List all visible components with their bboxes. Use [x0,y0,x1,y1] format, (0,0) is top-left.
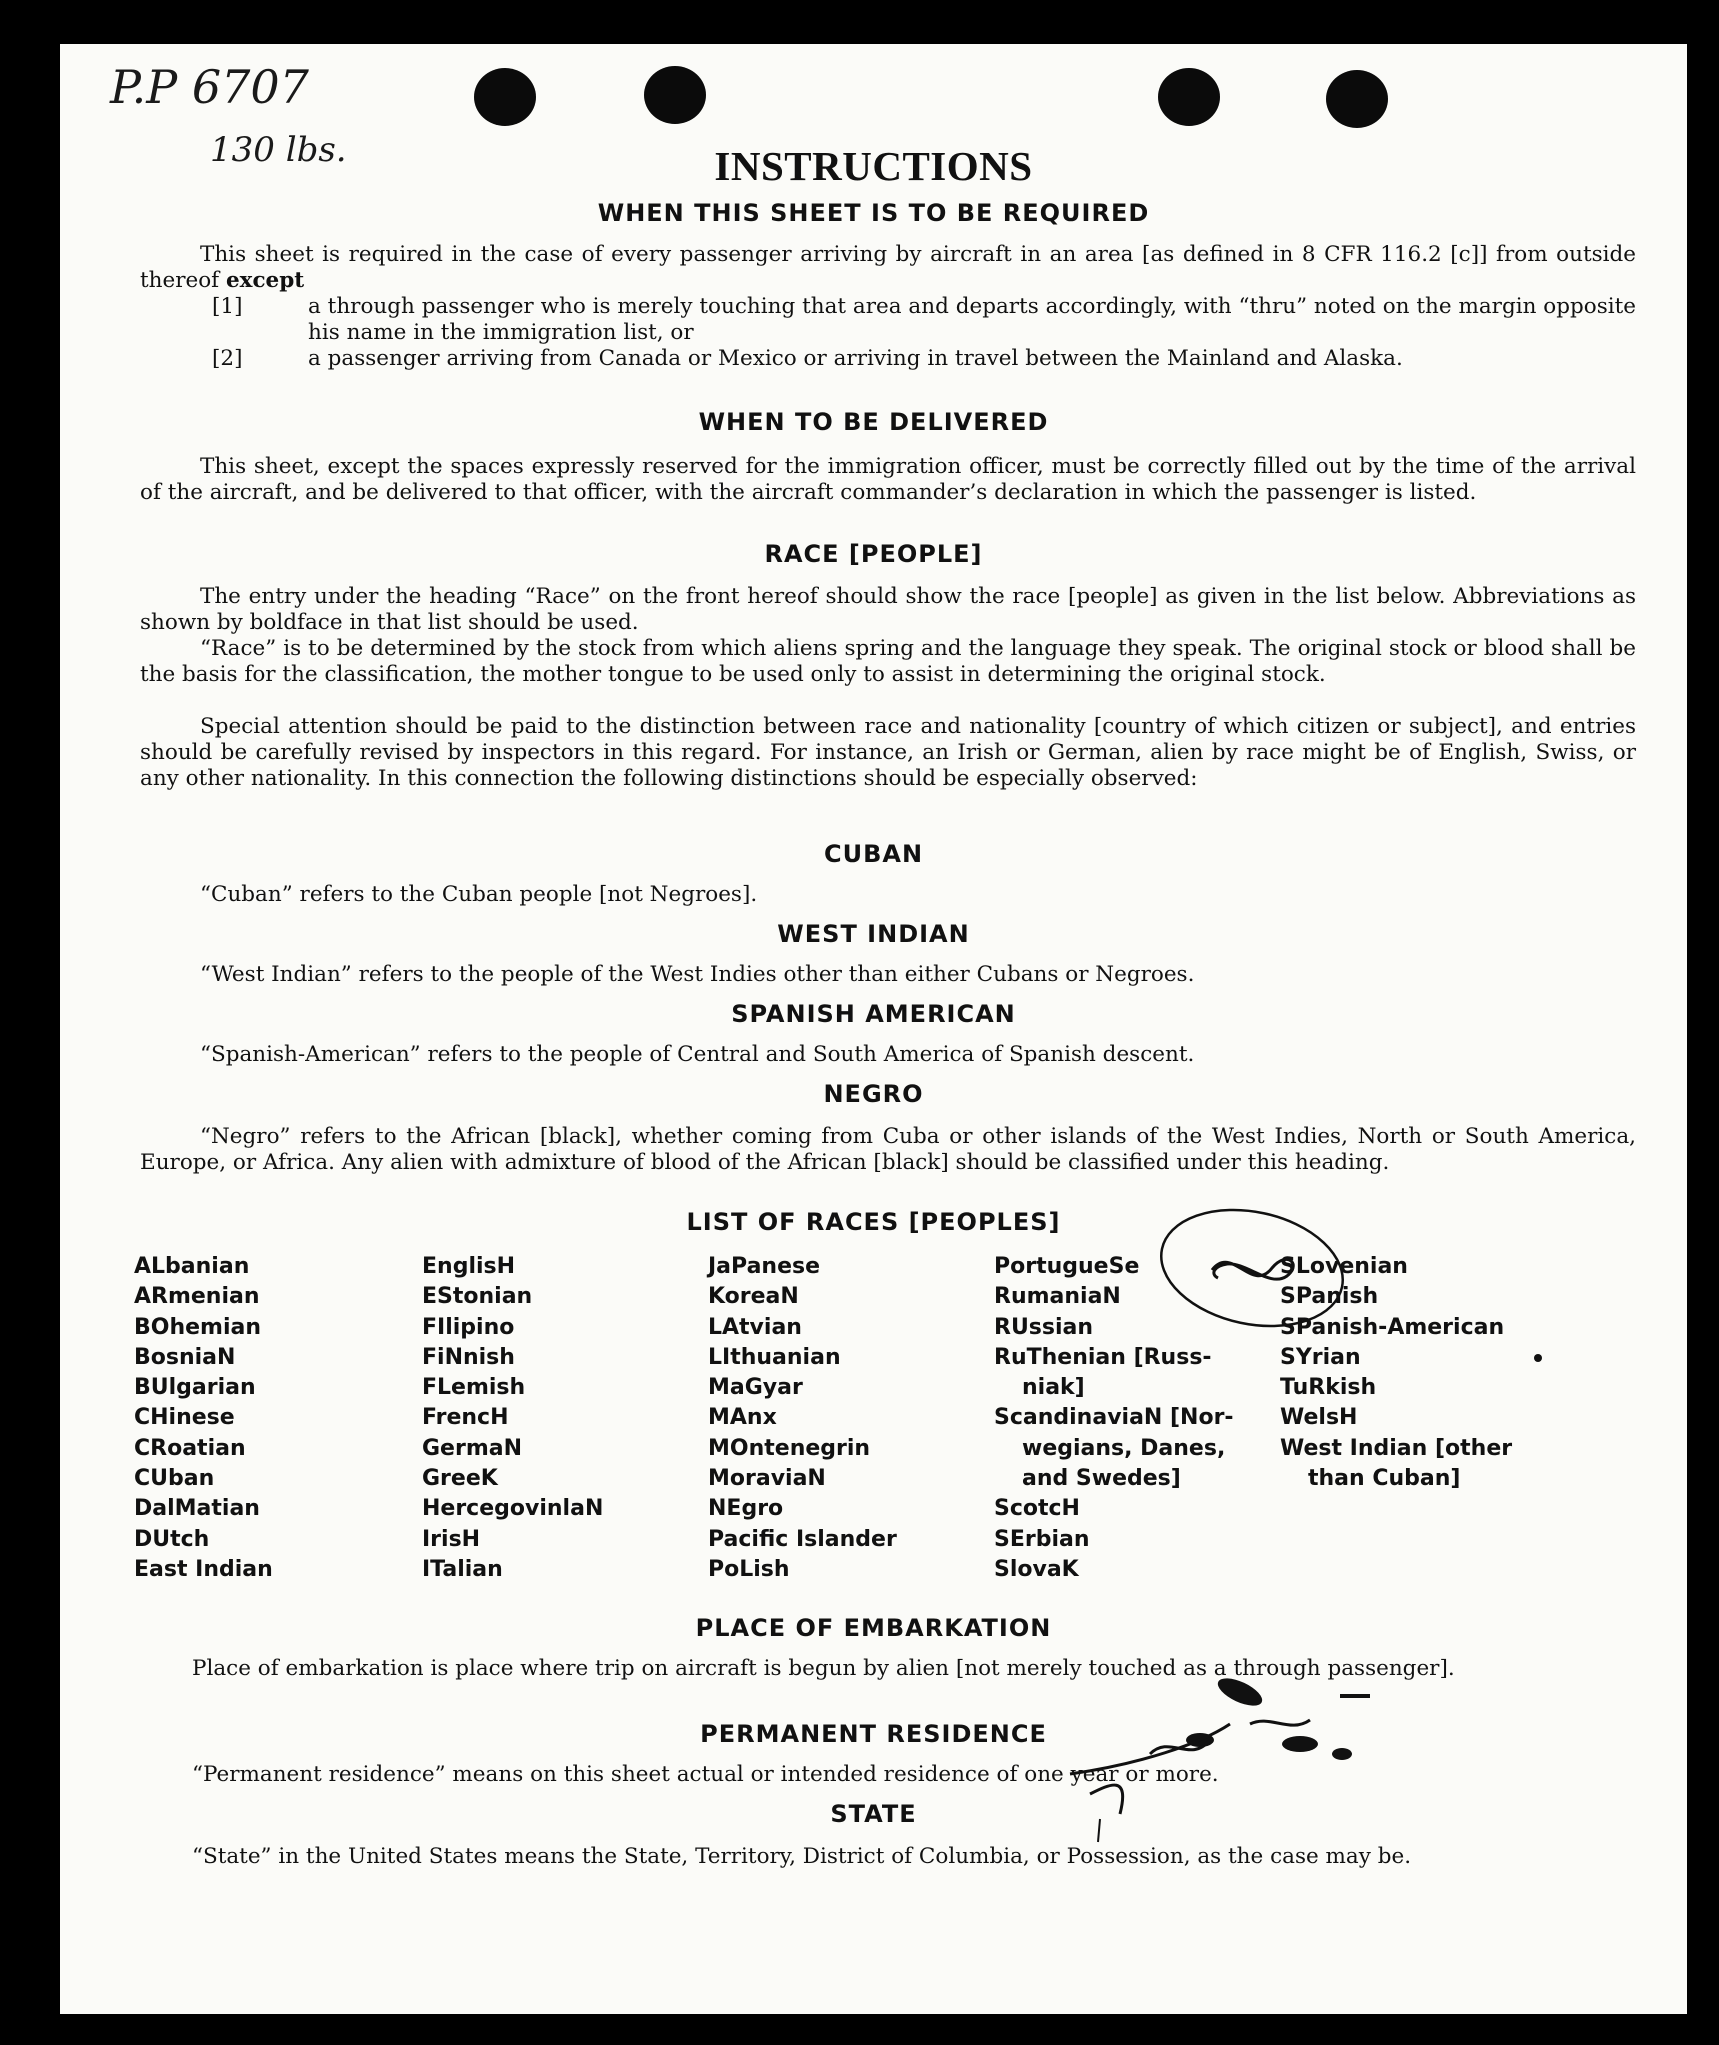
race-entry: BOhemian [134,1314,262,1340]
race-entry: than Cuban] [1308,1466,1461,1492]
race-entry: RuThenian [Russ- [994,1344,1212,1370]
hand-drawn-circle-mark [1152,1204,1352,1334]
race-entry: SPanish-American [1280,1314,1505,1340]
handwritten-weight: 130 lbs. [210,130,347,170]
race-entry: CUban [134,1466,215,1492]
race-entry: LIthuanian [708,1344,841,1370]
heading-list-of-races: LIST OF RACES [PEOPLES] [686,1208,1061,1236]
heading-when-required: WHEN THIS SHEET IS TO BE REQUIRED [597,199,1150,227]
race-entry: NEgro [708,1496,784,1522]
delivery-text: This sheet, except the spaces expressly reserved for the immigration officer, must be correctly filled out by the time of the arrival of the aircraft, and be delivered to that officer, with the aircraft commander’s declaration in which the passenger is listed. [140,454,1636,505]
heading-permanent-residence: PERMANENT RESIDENCE [700,1720,1047,1748]
heading-cuban: CUBAN [823,840,924,868]
race-entry: BUlgarian [134,1375,256,1401]
race-entry: RumaniaN [994,1284,1121,1310]
race-entry: ScandinaviaN [Nor- [994,1405,1234,1431]
ink-signature-smudge [1000,1644,1420,1844]
ink-dot [1534,1354,1542,1362]
heading-race: RACE [PEOPLE] [764,540,983,568]
race-entry: ALbanian [134,1254,250,1279]
punch-hole [1158,68,1220,126]
race-entry: niak] [1022,1375,1085,1401]
race-entry: SYrian [1280,1344,1361,1370]
heading-when-delivered: WHEN TO BE DELIVERED [698,408,1049,436]
race-entry: GermaN [422,1435,523,1461]
race-entry: MAnx [708,1405,777,1431]
race-entry: FLemish [422,1375,526,1401]
race-entry: DUtch [134,1526,210,1552]
required-intro: This sheet is required in the case of every passenger arriving by aircraft in an area [as defined in 8 CFR 116.2 [c]] from outside thereof except [140,242,1636,293]
race-entry: ScotcH [994,1496,1080,1522]
race-entry: PortugueSe [994,1254,1140,1279]
page-title: INSTRUCTIONS [714,143,1033,189]
race-entry: PoLish [708,1556,790,1582]
punch-hole [644,66,706,124]
residence-text: “Permanent residence” means on this sheet actual or intended residence of one year or more. [192,1762,1219,1787]
handwritten-file-number: P.P 6707 [110,60,309,114]
race-entry: ARmenian [134,1284,260,1310]
spanish-american-text: “Spanish-American” refers to the people of Central and South America of Spanish descent. [200,1042,1195,1067]
race-entry: wegians, Danes, [1022,1435,1226,1461]
race-entry: LAtvian [708,1314,802,1340]
race-entry: MaGyar [708,1375,803,1401]
races-column-2 [422,1252,603,1585]
race-entry: FrencH [422,1405,509,1431]
race-entry: GreeK [422,1466,498,1492]
race-entry: KoreaN [708,1284,799,1310]
race-entry: WelsH [1280,1405,1358,1431]
exception-item-1: [1] a through passenger who is merely touching that area and departs accordingly, with “thru” noted on the margin opposite his name in the immigration list, or [212,294,1636,345]
race-entry: West Indian [other [1280,1435,1513,1461]
race-entry: TuRkish [1280,1375,1377,1401]
race-entry: CRoatian [134,1435,246,1461]
race-entry: RUssian [994,1314,1094,1340]
race-entry: MOntenegrin [708,1435,871,1461]
state-text: “State” in the United States means the State, Territory, District of Columbia, or Possession, as the case may be. [192,1844,1412,1869]
race-paragraph-1: The entry under the heading “Race” on the front hereof should show the race [people] as given in the list below. Abbreviations as shown by boldface in that list should be used. [140,584,1636,635]
race-entry: East Indian [134,1556,273,1582]
race-entry: SPanish [1280,1284,1379,1310]
heading-state: STATE [830,1800,917,1828]
heading-west-indian: WEST INDIAN [777,920,970,948]
race-entry: HercegovinlaN [422,1496,604,1522]
negro-text: “Negro” refers to the African [black], whether coming from Cuba or other islands of the West Indies, North or South America, Europe, or Africa. Any alien with admixture of blood of the African [black] should be classified under this heading. [140,1124,1636,1175]
race-entry: FIlipino [422,1314,515,1340]
race-entry: DalMatian [134,1496,260,1522]
document-page [60,44,1687,2014]
race-entry: FiNnish [422,1344,515,1370]
race-entry: IrisH [422,1526,481,1552]
exception-item-2: [2] a passenger arriving from Canada or Mexico or arriving in travel between the Mainland and Alaska. [212,346,1403,371]
embarkation-text: Place of embarkation is place where trip on aircraft is begun by alien [not merely touched as a through passenger]. [192,1656,1455,1681]
heading-place-of-embarkation: PLACE OF EMBARKATION [695,1614,1052,1642]
race-entry: and Swedes] [1022,1466,1181,1492]
race-entry: BosniaN [134,1344,236,1370]
race-paragraph-3: Special attention should be paid to the distinction between race and nationality [country of which citizen or subject], and entries should be carefully revised by inspectors in this regard. For instance, an Irish or German, alien by race might be of English, Swiss, or any other nationality. In this connection the following distinctions should be especially observed: [140,714,1636,791]
race-paragraph-2: “Race” is to be determined by the stock from which aliens spring and the language they speak. The original stock or blood shall be the basis for the classification, the mother tongue to be used only to assist in determining the original stock. [140,636,1636,687]
punch-hole [1326,70,1388,128]
races-column-1 [134,1252,273,1585]
heading-spanish-american: SPANISH AMERICAN [731,1000,1016,1028]
race-entry: ITalian [422,1556,503,1582]
west-indian-text: “West Indian” refers to the people of the West Indies other than either Cubans or Negroes. [200,962,1195,987]
race-entry: SlovaK [994,1556,1079,1582]
race-entry: SLovenian [1280,1254,1408,1279]
race-entry: MoraviaN [708,1466,826,1492]
race-entry: EStonian [422,1284,533,1310]
race-entry: JaPanese [708,1254,821,1279]
race-entry: Pacific Islander [708,1526,897,1552]
cuban-text: “Cuban” refers to the Cuban people [not Negroes]. [200,882,758,907]
races-column-3 [708,1252,897,1585]
heading-negro: NEGRO [823,1080,924,1108]
race-entry: CHinese [134,1405,235,1431]
race-entry: EnglisH [422,1254,516,1279]
race-entry: SErbian [994,1526,1090,1552]
punch-hole [474,68,536,126]
